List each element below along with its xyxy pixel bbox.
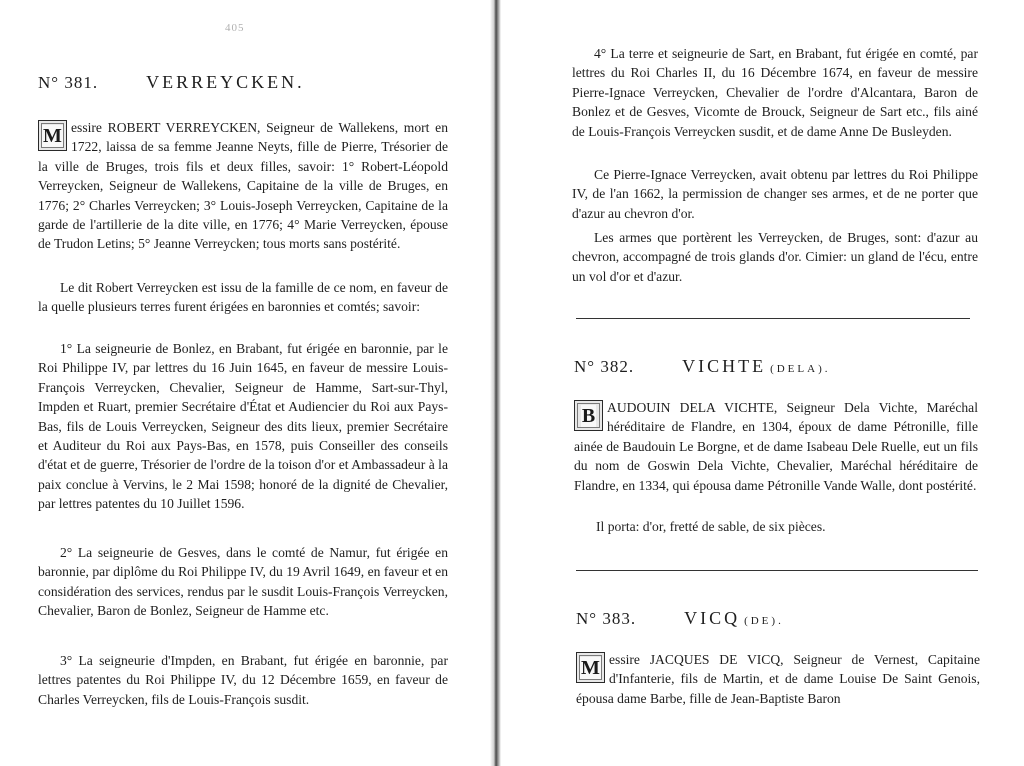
entry-number: N° 381. <box>38 73 99 92</box>
section-divider <box>576 318 970 319</box>
entry-name: VICQ <box>684 608 741 628</box>
ornamental-initial-icon: M <box>576 652 605 683</box>
entry-381-paragraph-4: 2° La seigneurie de Gesves, dans le comté de Namur, fut érigée en baronnie, par diplôme du Roi Philippe IV, du 19 Avril 1649, en faveur et en considération des services, rendus par le susdit Louis-François Verreycken, Chevalier, Baron de Bonlez, Seigneur de Hamme etc. <box>38 545 448 619</box>
entry-381-paragraph-8: Les armes que portèrent les Verreycken, de Bruges, sont: d'azur au chevron, accompagné de trois glands d'or. Cimier: un gland de l'écu, entre un vol d'or et d'azur. <box>572 230 978 284</box>
entry-particle: (DE). <box>744 615 784 627</box>
entry-name: VICHTE <box>682 356 767 376</box>
entry-particle: (DELA). <box>770 363 831 375</box>
entry-382-paragraph-1 <box>574 398 978 495</box>
entry-381-paragraph-5: 3° La seigneurie d'Impden, en Brabant, fut érigée en baronnie, par lettres patentes du Roi Philippe IV, du 12 Décembre 1659, en faveur de Charles Verreycken, fils de Louis-François susdit. <box>38 653 448 707</box>
entry-381-paragraph-1 <box>38 118 448 254</box>
entry-381-heading <box>38 72 305 93</box>
entry-383-heading <box>576 608 784 629</box>
section-divider <box>576 570 978 571</box>
entry-name: VERREYCKEN. <box>146 72 305 92</box>
page-number: 405 <box>225 22 245 34</box>
entry-381-paragraph-6: 4° La terre et seigneurie de Sart, en Brabant, fut érigée en comté, par lettres du Roi Charles II, du 16 Décembre 1674, en faveur de messire Pierre-Ignace Verreycken, Chevalier de l'ordre d'Alcantara, Baron de Bonlez et de Gesves, Vicomte de Brouck, Seigneur de Sart etc., fils ainé de Louis-François Verreycken susdit, et de dame Anne De Busleyden. <box>572 46 978 139</box>
entry-383-paragraph-1 <box>576 650 980 708</box>
entry-382-paragraph-2: Il porta: d'or, fretté de sable, de six pièces. <box>596 519 826 534</box>
entry-381-paragraph-7: Ce Pierre-Ignace Verreycken, avait obtenu par lettres du Roi Philippe IV, de l'an 1662, la permission de changer ses armes, et de ne porter que d'azur au chevron d'or. <box>572 167 978 221</box>
paragraph-text: essire ROBERT VERREYCKEN, Seigneur de Wallekens, mort en 1722, laissa de sa femme Jeanne Neyts, fille de Pierre, Trésorier de la ville de Bruges, trois fils et deux filles, savoir: 1° Robert-Léopold Verreycken, Seigneur de Wallekens, Capitaine de la ville de Bruges, en 1776; 2° Charles Verreycken; 3° Louis-Joseph Verreycken, Capitaine de la garde de l'artillerie de la dite ville, en 1776; 4° Marie Verreycken, épouse de Trudon Letins; 5° Jeanne Verreycken; tous morts sans postérité. <box>38 120 448 252</box>
paragraph-text: AUDOUIN DELA VICHTE, Seigneur Dela Vichte, Maréchal héréditaire de Flandre, en 1304, époux de dame Pétronille, fille ainée de Baudouin Le Borgne, et de dame Isabeau Dele Ruelle, eut un fils du nom de Goswin Dela Vichte, Chevalier, Maréchal héréditaire de Flandre, en 1334, qui épousa dame Pétronille Vande Walle, dont postérité. <box>574 400 978 493</box>
entry-number: N° 382. <box>574 357 635 376</box>
entry-382-heading <box>574 356 830 377</box>
right-page <box>500 0 1024 766</box>
ornamental-initial-icon: M <box>38 120 67 151</box>
left-page <box>0 0 496 766</box>
entry-381-paragraph-3: 1° La seigneurie de Bonlez, en Brabant, fut érigée en baronnie, par le Roi Philippe IV, par lettres du 16 Juin 1645, en faveur de messire Louis-François Verreycken, Chevalier, Seigneur de Hamme, Sart-sur-Thyl, Impden et Ruart, premier Secrétaire d'État et Audiencier du Roi aux Pays-Bas, fils de Louis Verreycken, Seigneur des dits lieux, premier Secrétaire et Auditeur du Roi aux Pays-Bas, en 1578, puis Conseiller des conseils d'état et de guerre, Trésorier de l'ordre de la toison d'or et Ambassadeur à la paix conclue à Vervins, le 2 Mai 1598; honoré de la dignité de Chevalier, par lettres patentes du 10 Juillet 1596. <box>38 341 448 512</box>
entry-number: N° 383. <box>576 609 637 628</box>
entry-381-paragraph-2: Le dit Robert Verreycken est issu de la famille de ce nom, en faveur de la quelle plusieurs terres furent érigées en baronnies et comtés; savoir: <box>38 280 448 315</box>
ornamental-initial-icon: B <box>574 400 603 431</box>
paragraph-text: essire JACQUES DE VICQ, Seigneur de Vernest, Capitaine d'Infanterie, fils de Martin, et de dame Louise De Saint Genois, épousa dame Barbe, fille de Jean-Baptiste Baron <box>576 652 980 706</box>
